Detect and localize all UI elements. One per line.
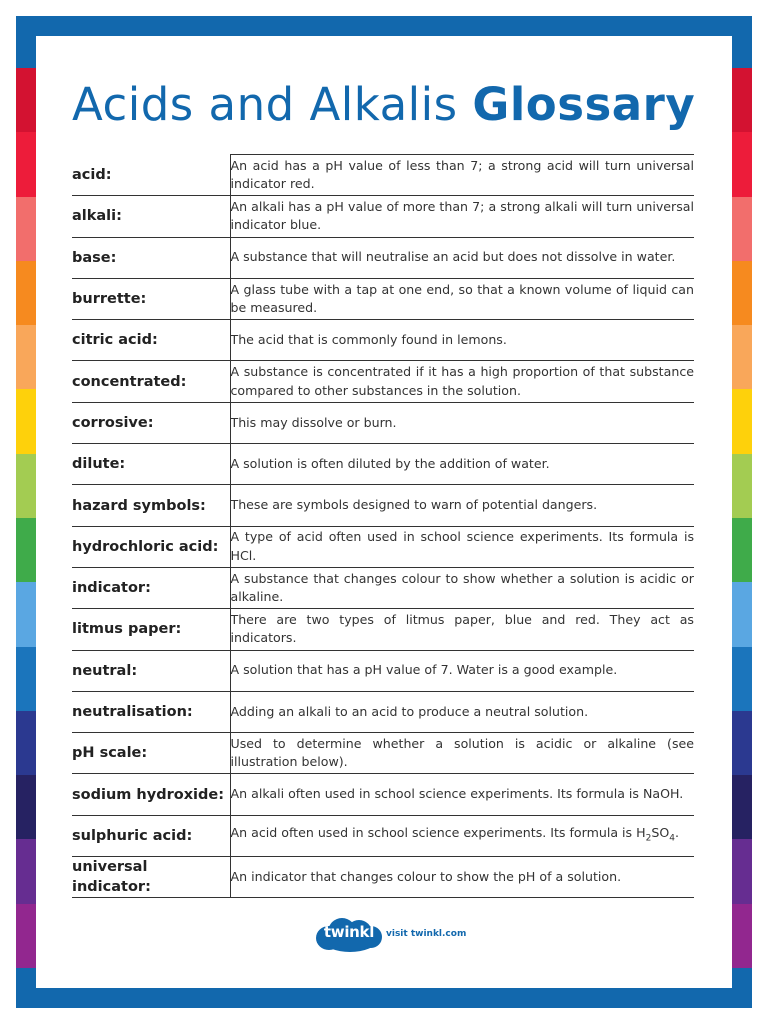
glossary-definition [230, 361, 694, 402]
glossary-term: acid: [72, 155, 230, 196]
glossary-row [72, 774, 694, 815]
formula-subscript: 2 [645, 833, 652, 844]
glossary-definition [230, 196, 694, 237]
glossary-term: corrosive: [72, 402, 230, 443]
definition-text: A substance that changes colour to show whether a solution is acidic or alkaline. [230, 570, 694, 605]
definition-text: Adding an alkali to an acid to produce a neutral solution. [230, 703, 589, 719]
strip-segment [732, 582, 752, 646]
definition-text: The acid that is commonly found in lemons. [230, 332, 507, 348]
formula-part: SO [651, 824, 670, 840]
glossary-definition [230, 278, 694, 319]
glossary-definition [230, 650, 694, 691]
glossary-term: burrette: [72, 278, 230, 319]
strip-segment [16, 325, 36, 389]
strip-segment [732, 775, 752, 839]
glossary-row [72, 485, 694, 526]
glossary-term: litmus paper: [72, 609, 230, 650]
glossary-term: hazard symbols: [72, 485, 230, 526]
glossary-definition [230, 237, 694, 278]
strip-segment [16, 711, 36, 775]
definition-text: This may dissolve or burn. [230, 414, 397, 430]
glossary-term: hydrochloric acid: [72, 526, 230, 567]
glossary-row [72, 567, 694, 608]
glossary-term: alkali: [72, 196, 230, 237]
definition-text: Used to determine whether a solution is acidic or alkaline (see illustration below). [230, 735, 694, 770]
glossary-term: concentrated: [72, 361, 230, 402]
glossary-definition [230, 691, 694, 732]
strip-segment [16, 839, 36, 903]
definition-text: A substance is concentrated if it has a high proportion of that substance compared to other substances in the solution. [230, 364, 694, 398]
footer [316, 916, 466, 952]
glossary-definition [230, 155, 694, 196]
definition-text: These are symbols designed to warn of potential dangers. [230, 497, 598, 513]
page-title [72, 78, 695, 131]
glossary-definition [230, 444, 694, 485]
glossary-definition [230, 567, 694, 608]
glossary-row [72, 526, 694, 567]
definition-text: An acid has a pH value of less than 7; a strong acid will turn universal indicator red. [230, 157, 694, 192]
glossary-definition [230, 609, 694, 650]
glossary-term: base: [72, 237, 230, 278]
strip-segment [732, 132, 752, 196]
strip-segment [732, 197, 752, 261]
glossary-definition [230, 774, 694, 815]
glossary-row [72, 609, 694, 650]
glossary-row [72, 237, 694, 278]
strip-segment [732, 647, 752, 711]
glossary-term: indicator: [72, 567, 230, 608]
strip-segment [16, 132, 36, 196]
poster-sheet [36, 36, 732, 988]
visit-link[interactable]: visit twinkl.com [386, 929, 467, 939]
strip-segment [16, 197, 36, 261]
strip-segment [732, 904, 752, 968]
glossary-table [72, 154, 694, 898]
glossary-row [72, 320, 694, 361]
strip-segment [16, 904, 36, 968]
glossary-term: dilute: [72, 444, 230, 485]
glossary-term: neutral: [72, 650, 230, 691]
definition-text: An alkali often used in school science experiments. Its formula is NaOH. [230, 786, 684, 802]
glossary-term: neutralisation: [72, 691, 230, 732]
title-bold: Glossary [472, 78, 696, 131]
strip-segment [732, 518, 752, 582]
rainbow-strip-right [732, 68, 752, 968]
glossary-row [72, 733, 694, 774]
poster-frame [16, 16, 752, 1008]
glossary-term: pH scale: [72, 733, 230, 774]
glossary-definition [230, 402, 694, 443]
glossary-definition [230, 526, 694, 567]
glossary-row [72, 155, 694, 196]
title-regular: Acids and Alkalis [72, 78, 458, 131]
definition-text: An alkali has a pH value of more than 7; a strong alkali will turn universal indicator blue. [230, 198, 694, 233]
strip-segment [16, 775, 36, 839]
strip-segment [732, 454, 752, 518]
definition-text: An acid often used in school science experiments. Its formula is [230, 824, 637, 840]
strip-segment [732, 711, 752, 775]
glossary-definition [230, 815, 694, 856]
glossary-row [72, 278, 694, 319]
glossary-body [72, 155, 694, 898]
twinkl-logo[interactable] [316, 916, 382, 952]
strip-segment [732, 389, 752, 453]
definition-text: A solution that has a pH value of 7. Water is a good example. [230, 662, 618, 678]
definition-text: An indicator that changes colour to show the pH of a solution. [230, 868, 622, 884]
strip-segment [16, 454, 36, 518]
glossary-term: sodium hydroxide: [72, 774, 230, 815]
glossary-row [72, 402, 694, 443]
glossary-definition [230, 733, 694, 774]
chemical-formula [636, 824, 680, 844]
glossary-row [72, 691, 694, 732]
glossary-definition [230, 485, 694, 526]
strip-segment [16, 68, 36, 132]
strip-segment [732, 839, 752, 903]
glossary-row [72, 815, 694, 856]
definition-text: A type of acid often used in school science experiments. Its formula is HCl. [230, 529, 694, 563]
glossary-term: universal indicator: [72, 857, 230, 898]
formula-part: H [636, 824, 646, 840]
definition-text: A glass tube with a tap at one end, so that a known volume of liquid can be measured. [230, 281, 694, 316]
glossary-term: sulphuric acid: [72, 815, 230, 856]
strip-segment [16, 518, 36, 582]
strip-segment [732, 261, 752, 325]
strip-segment [16, 261, 36, 325]
strip-segment [16, 389, 36, 453]
formula-subscript: 4 [669, 833, 675, 844]
logo-wordmark: twinkl [323, 923, 375, 941]
glossary-definition [230, 857, 694, 898]
glossary-row [72, 857, 694, 898]
definition-text: There are two types of litmus paper, blue and red. They act as indicators. [230, 611, 694, 646]
definition-text: A solution is often diluted by the addition of water. [230, 455, 550, 471]
glossary-definition [230, 320, 694, 361]
glossary-row [72, 196, 694, 237]
strip-segment [16, 647, 36, 711]
formula-part: . [675, 824, 680, 840]
definition-text: A substance that will neutralise an acid but does not dissolve in water. [230, 249, 676, 265]
glossary-row [72, 361, 694, 402]
glossary-row [72, 444, 694, 485]
rainbow-strip-left [16, 68, 36, 968]
strip-segment [732, 68, 752, 132]
strip-segment [732, 325, 752, 389]
glossary-term: citric acid: [72, 320, 230, 361]
strip-segment [16, 582, 36, 646]
glossary-row [72, 650, 694, 691]
